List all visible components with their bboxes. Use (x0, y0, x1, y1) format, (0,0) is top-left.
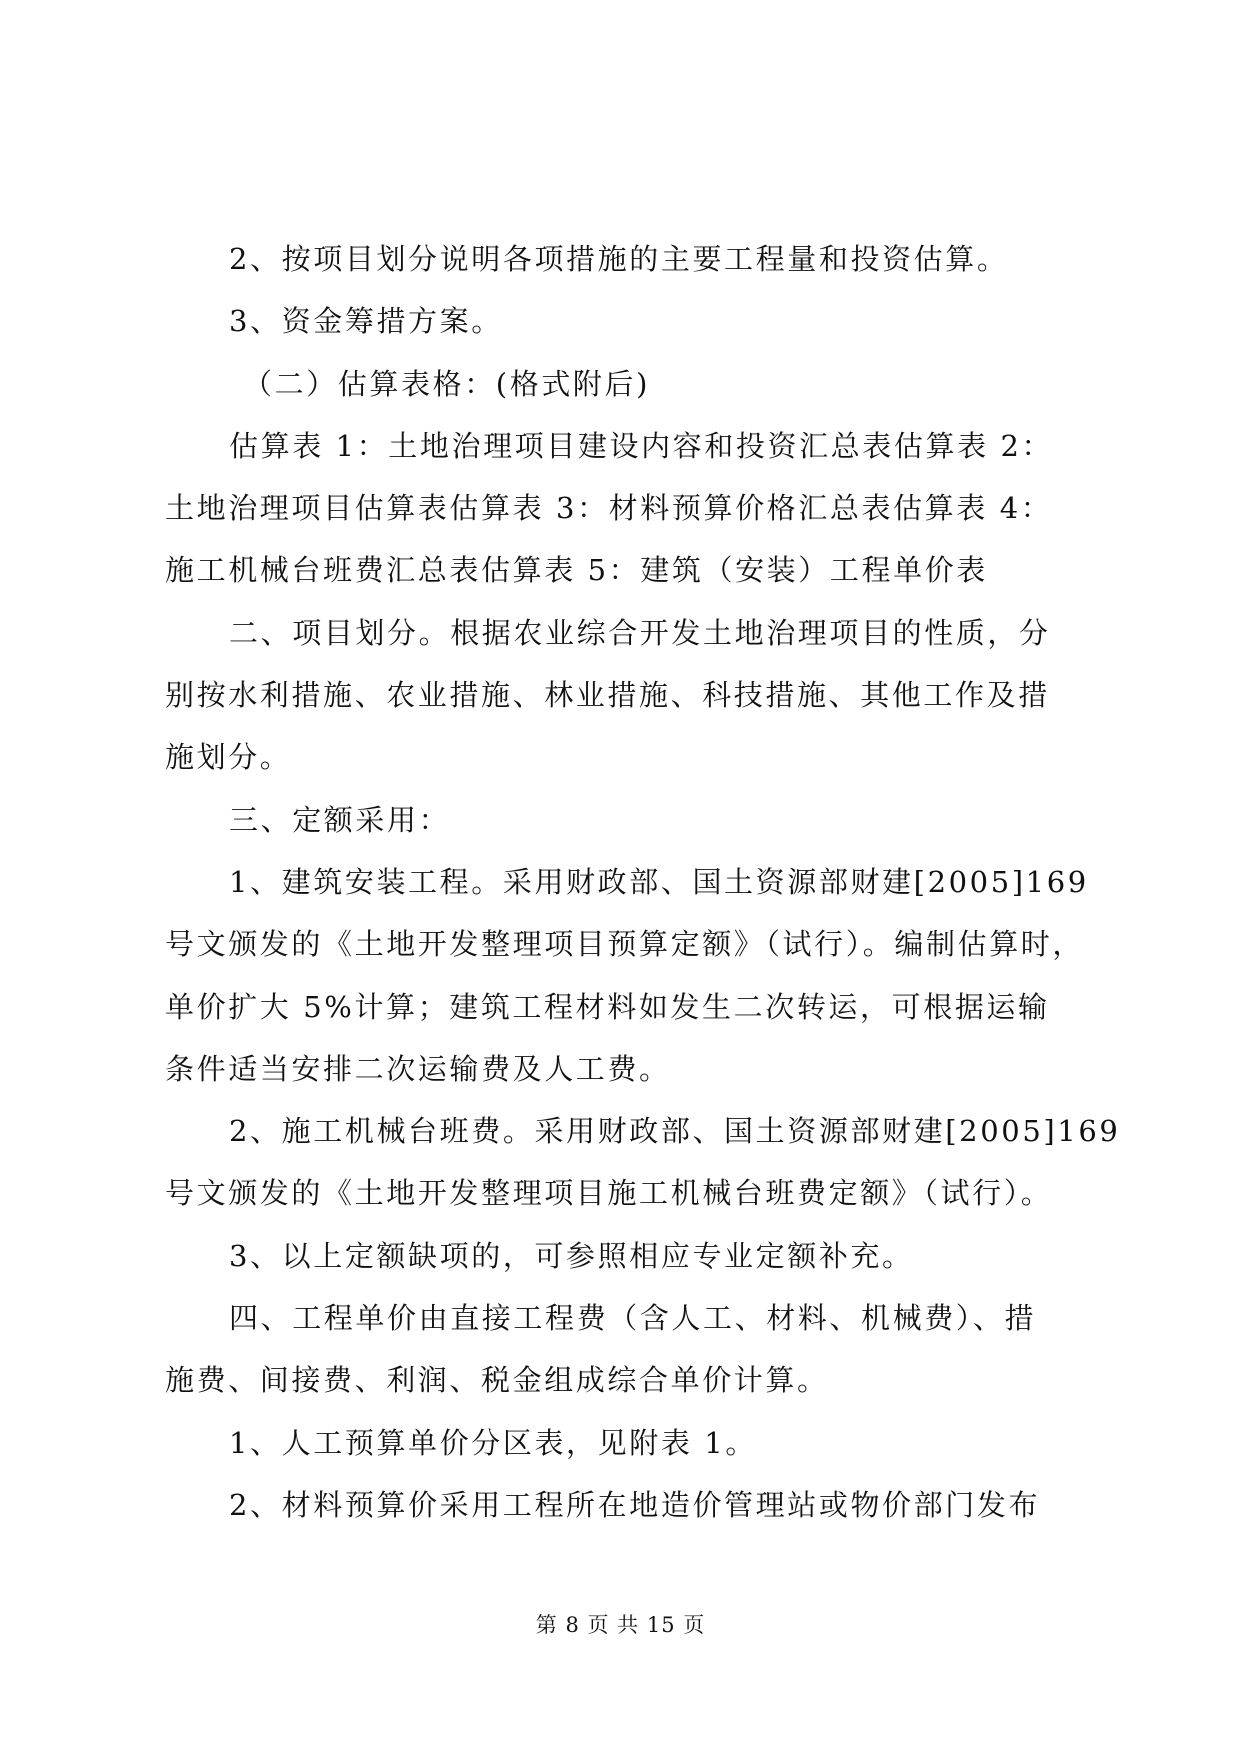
paragraph-line: 2、材料预算价采用工程所在地造价管理站或物价部门发布 (229, 1487, 1041, 1522)
paragraph-line: 2、施工机械台班费。采用财政部、国土资源部财建[2005]169 (229, 1114, 1121, 1149)
paragraph-line: 施费、间接费、利润、税金组成综合单价计算。 (165, 1363, 829, 1398)
paragraph-line: 3、以上定额缺项的，可参照相应专业定额补充。 (229, 1238, 914, 1273)
paragraph-line: 二、项目划分。根据农业综合开发土地治理项目的性质，分 (229, 615, 1051, 650)
paragraph-line: 施划分。 (165, 740, 292, 775)
body-text (165, 228, 1121, 1536)
paragraph-line: 3、资金筹措方案。 (229, 304, 503, 339)
section-heading: （二）估算表格：(格式附后) (243, 366, 651, 401)
section-heading: 三、定额采用： (229, 802, 451, 837)
paragraph-line: 号文颁发的《土地开发整理项目施工机械台班费定额》（试行）。 (165, 1176, 1053, 1211)
paragraph-line: 2、按项目划分说明各项措施的主要工程量和投资估算。 (229, 242, 1009, 276)
paragraph-line: 土地治理项目估算表估算表 3：材料预算价格汇总表估算表 4： (165, 491, 1053, 526)
paragraph-line: 别按水利措施、农业措施、林业措施、科技措施、其他工作及措 (165, 678, 1050, 713)
paragraph-line: 单价扩大 5%计算；建筑工程材料如发生二次转运，可根据运输 (165, 989, 1050, 1024)
paragraph-line: 条件适当安排二次运输费及人工费。 (165, 1051, 671, 1086)
paragraph-line: 1、人工预算单价分区表，见附表 1。 (229, 1425, 757, 1460)
paragraph-line: 估算表 1：土地治理项目建设内容和投资汇总表估算表 2： (229, 428, 1054, 463)
paragraph-line: 号文颁发的《土地开发整理项目预算定额》（试行）。编制估算时， (165, 927, 1085, 962)
page-number-footer: 第 8 页 共 15 页 (535, 1613, 706, 1637)
section-heading: 四、工程单价由直接工程费（含人工、材料、机械费）、措 (229, 1301, 1037, 1336)
paragraph-line: 1、建筑安装工程。采用财政部、国土资源部财建[2005]169 (229, 864, 1089, 899)
paragraph-line: 施工机械台班费汇总表估算表 5：建筑（安装）工程单价表 (165, 553, 988, 588)
